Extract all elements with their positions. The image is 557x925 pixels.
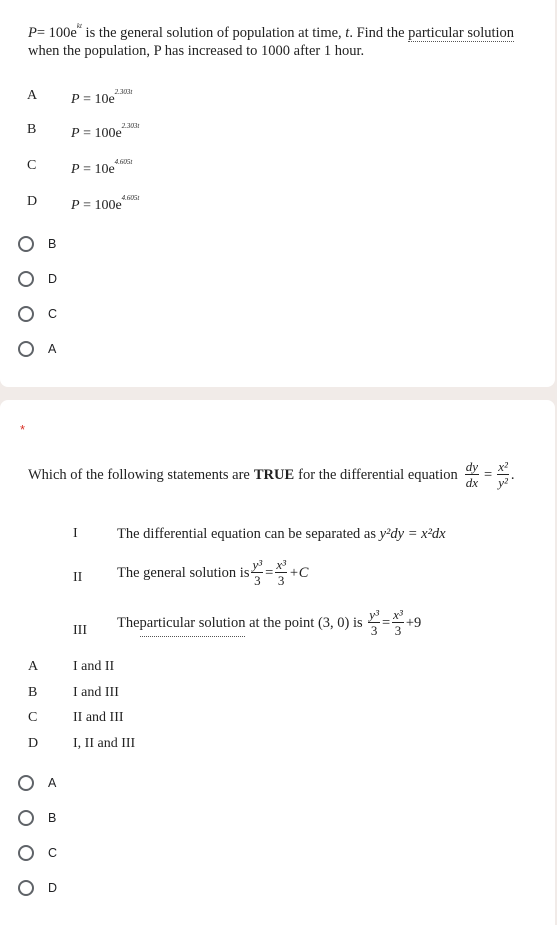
radio-button[interactable]	[18, 775, 34, 791]
equals-sign: =	[265, 565, 274, 581]
option-text: I and II	[73, 659, 115, 674]
option-letter: A	[28, 659, 39, 674]
rhs: = 10e	[79, 162, 115, 177]
equals-sign: =	[381, 615, 391, 631]
var-P: P	[71, 126, 80, 141]
constant: +9	[405, 615, 422, 631]
option-letter: C	[27, 158, 37, 173]
option-equation	[71, 158, 132, 178]
radio-button[interactable]	[18, 845, 34, 861]
rhs: = 100e	[79, 126, 122, 141]
equals-sign: =	[484, 467, 493, 483]
fraction	[275, 558, 287, 588]
post-text: . Find the	[349, 25, 409, 41]
statement-roman: I	[73, 526, 78, 541]
option-equation	[71, 88, 132, 108]
denominator: 3	[370, 623, 378, 638]
fraction-x2y2	[497, 460, 509, 490]
question-card-1	[0, 0, 555, 387]
option-letter: D	[27, 194, 38, 209]
choice-row[interactable]	[18, 269, 57, 289]
choice-label[interactable]: C	[48, 307, 58, 321]
choice-label[interactable]: A	[48, 776, 57, 790]
choice-row[interactable]	[18, 843, 57, 863]
option-text: I, II and III	[73, 736, 136, 751]
statement-roman: III	[73, 623, 87, 638]
option-letter: D	[28, 736, 39, 751]
denominator: 3	[277, 573, 285, 588]
radio-button[interactable]	[18, 271, 34, 287]
dotted-term: particular solution	[140, 610, 246, 637]
choice-row[interactable]	[18, 773, 56, 793]
var-P: P	[71, 198, 80, 213]
statement-text: The differential equation can be separated as	[117, 526, 380, 542]
numerator: x²	[498, 459, 508, 474]
fraction	[251, 558, 263, 588]
exponent: 4.605t	[114, 158, 133, 166]
dotted-term: particular solution	[408, 25, 515, 41]
statement-roman: II	[73, 570, 83, 585]
choice-label[interactable]: B	[48, 811, 57, 825]
exponent: 2.303t	[121, 122, 140, 130]
choice-row[interactable]	[18, 304, 57, 324]
radio-button[interactable]	[18, 880, 34, 896]
mid-text: is the general solution of population at time,	[81, 25, 346, 41]
choice-row[interactable]	[18, 234, 56, 254]
question-1-line-2: when the population, P has increased to 1000 after 1 hour.	[28, 43, 365, 59]
numerator: x³	[276, 557, 287, 572]
var-P: P	[71, 92, 80, 107]
fraction	[368, 608, 380, 638]
var-t: t	[345, 25, 350, 41]
prompt-post: for the differential equation	[298, 467, 458, 483]
denominator: y²	[498, 475, 508, 490]
option-equation	[71, 194, 139, 214]
denominator: 3	[394, 623, 402, 638]
denominator: dx	[465, 475, 479, 490]
rhs: = 100e	[79, 198, 122, 213]
statement-1	[117, 521, 446, 547]
statement-text: is	[349, 615, 367, 631]
numerator: y³	[369, 607, 379, 622]
var-P: P	[28, 25, 37, 41]
prompt-bold: TRUE	[253, 467, 295, 483]
statement-text: at the point	[245, 615, 318, 631]
statement-text: The general solution is	[117, 565, 250, 581]
radio-button[interactable]	[18, 341, 34, 357]
exponent: 4.605t	[121, 194, 140, 202]
statement-math: y²dy = x²dx	[379, 526, 446, 542]
radio-button[interactable]	[18, 236, 34, 252]
option-letter: B	[27, 122, 37, 137]
exponent: 2.303t	[114, 88, 133, 96]
eq-text: = 100e	[36, 25, 77, 41]
numerator: x³	[393, 607, 403, 622]
numerator: dy	[465, 459, 479, 474]
statement-text: The	[117, 615, 140, 631]
choice-row[interactable]	[18, 808, 56, 828]
fraction-dydx	[465, 460, 479, 490]
choice-label[interactable]: C	[48, 846, 58, 860]
choice-label[interactable]: D	[48, 272, 58, 286]
rhs: = 10e	[79, 92, 115, 107]
question-2-prompt	[28, 460, 515, 490]
option-text: II and III	[73, 710, 124, 725]
point: (3, 0)	[317, 615, 350, 631]
choice-label[interactable]: B	[48, 237, 57, 251]
required-asterisk: *	[20, 422, 26, 437]
choice-label[interactable]: A	[48, 342, 57, 356]
option-text: I and III	[73, 685, 119, 700]
exponent: kt	[76, 22, 82, 30]
option-letter: A	[27, 88, 38, 103]
statement-3	[117, 608, 421, 638]
fraction	[392, 608, 404, 638]
denominator: 3	[254, 573, 261, 588]
option-letter: B	[28, 685, 38, 700]
radio-button[interactable]	[18, 306, 34, 322]
var-P: P	[71, 162, 80, 177]
choice-row[interactable]	[18, 878, 57, 898]
constant: +C	[289, 565, 309, 581]
option-equation	[71, 122, 139, 142]
numerator: y³	[252, 557, 263, 572]
radio-button[interactable]	[18, 810, 34, 826]
choice-label[interactable]: D	[48, 881, 58, 895]
period: .	[510, 467, 515, 483]
statement-2	[117, 558, 308, 588]
option-letter: C	[28, 710, 38, 725]
choice-row[interactable]	[18, 339, 56, 359]
question-card-2	[0, 400, 555, 925]
prompt-pre: Which of the following statements are	[28, 467, 250, 483]
